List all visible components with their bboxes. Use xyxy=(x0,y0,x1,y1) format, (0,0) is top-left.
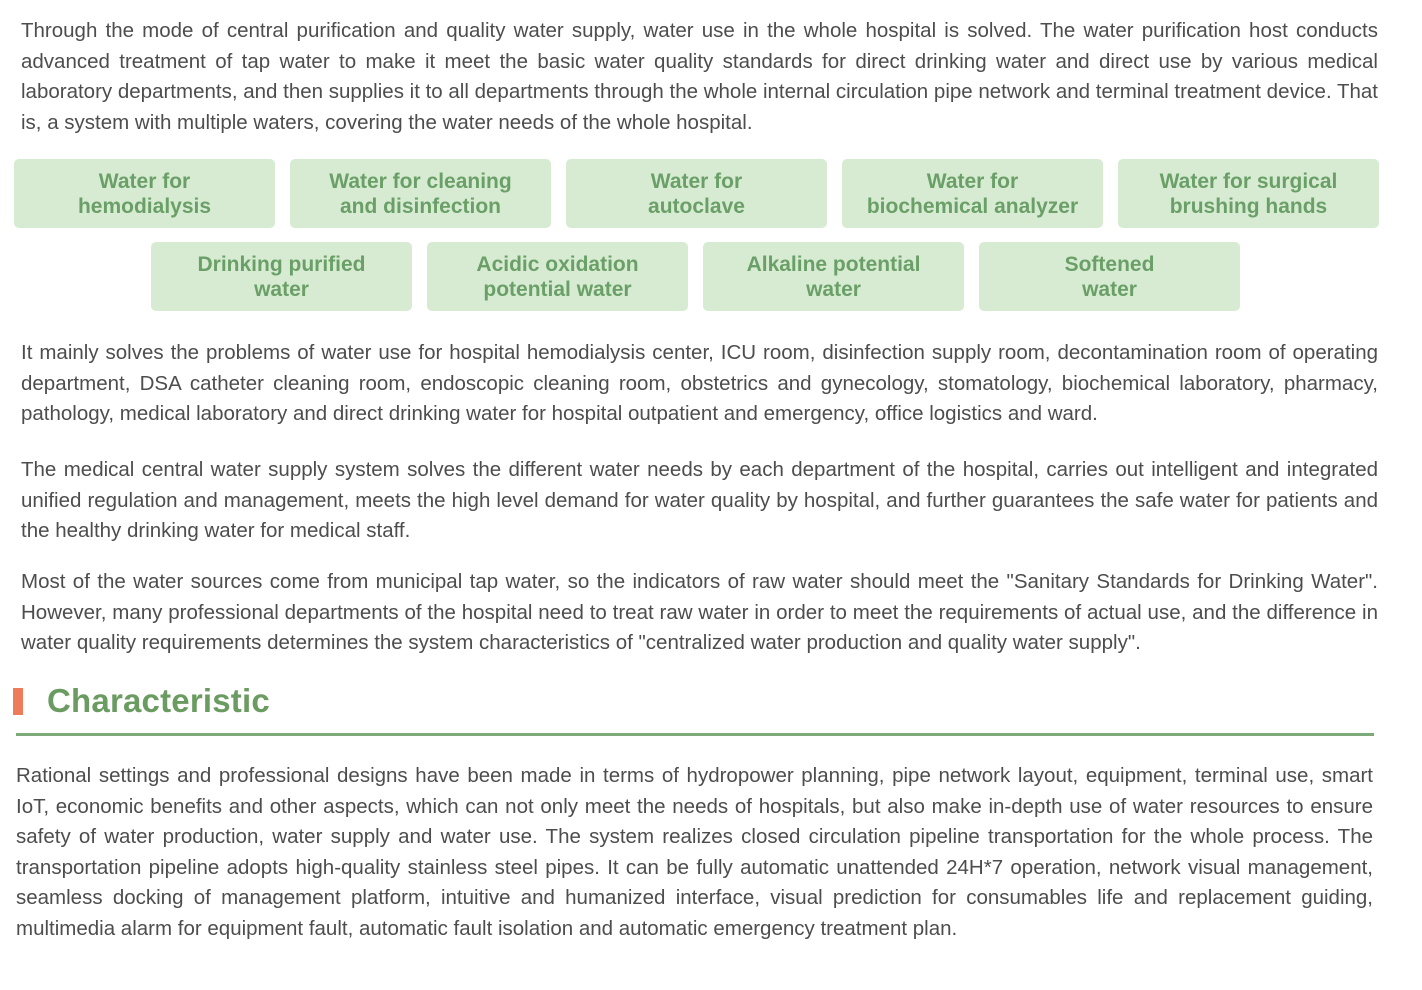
water-type-tile xyxy=(703,242,964,311)
intro-paragraph: Through the mode of central purification and quality water supply, water use in the whole hospital is solved. The water purification host conducts advanced treatment of tap water to make it meet the basic water quality standards for direct drinking water and direct use by various medical laboratory departments, and then supplies it to all departments through the whole internal circulation pipe network and terminal treatment device. That is, a system with multiple waters, covering the water needs of the whole hospital. xyxy=(21,19,1378,134)
water-type-tile xyxy=(842,159,1103,228)
water-type-label: Water for surgical brushing hands xyxy=(1159,169,1338,218)
water-type-tile xyxy=(151,242,412,311)
water-type-tile xyxy=(14,159,275,228)
departments-paragraph: It mainly solves the problems of water use for hospital hemodialysis center, ICU room, disinfection supply room, decontamination room of operating department, DSA catheter cleaning room, endoscopic cleaning room, obstetrics and gynecology, stomatology, biochemical laboratory, pharmacy, pathology, medical laboratory and direct drinking water for hospital outpatient and emergency, office logistics and ward. xyxy=(21,341,1378,425)
water-types-row-2 xyxy=(151,242,1240,311)
water-types-row-1 xyxy=(14,159,1379,228)
water-type-label: Softened water xyxy=(1064,252,1155,301)
water-type-label: Water for autoclave xyxy=(648,169,745,218)
water-type-label: Water for hemodialysis xyxy=(77,169,212,218)
characteristic-heading xyxy=(13,683,270,719)
water-type-tile xyxy=(1118,159,1379,228)
water-type-label: Drinking purified water xyxy=(197,252,366,301)
water-type-label: Water for biochemical analyzer xyxy=(866,169,1079,218)
water-type-label: Alkaline potential water xyxy=(746,252,921,301)
heading-divider xyxy=(16,733,1374,736)
heading-accent-bar xyxy=(13,688,23,715)
water-type-tile xyxy=(979,242,1240,311)
section-title: Characteristic xyxy=(47,682,270,719)
water-source-paragraph: Most of the water sources come from municipal tap water, so the indicators of raw water should meet the "Sanitary Standards for Drinking Water". However, many professional departments of the hospital need to treat raw water in order to meet the requirements of actual use, and the difference in water quality requirements determines the system characteristics of "centralized water production and quality water supply". xyxy=(21,570,1378,654)
characteristic-paragraph: Rational settings and professional designs have been made in terms of hydropower planning, pipe network layout, equipment, terminal use, smart IoT, economic benefits and other aspects, which can not only meet the needs of hospitals, but also make in-depth use of water resources to ensure safety of water production, water supply and water use. The system realizes closed circulation pipeline transportation for the whole process. The transportation pipeline adopts high-quality stainless steel pipes. It can be fully automatic unattended 24H*7 operation, network visual management, seamless docking of management platform, intuitive and humanized interface, visual prediction for consumables life and replacement guiding, multimedia alarm for equipment fault, automatic fault isolation and automatic emergency treatment plan. xyxy=(16,764,1373,940)
water-type-tile xyxy=(427,242,688,311)
water-type-tile xyxy=(290,159,551,228)
water-type-label: Water for cleaning and disinfection xyxy=(329,169,512,218)
water-type-tile xyxy=(566,159,827,228)
system-paragraph: The medical central water supply system solves the different water needs by each department of the hospital, carries out intelligent and integrated unified regulation and management, meets the high level demand for water quality by hospital, and further guarantees the safe water for patients and the healthy drinking water for medical staff. xyxy=(21,458,1378,542)
water-type-label: Acidic oxidation potential water xyxy=(476,252,639,301)
